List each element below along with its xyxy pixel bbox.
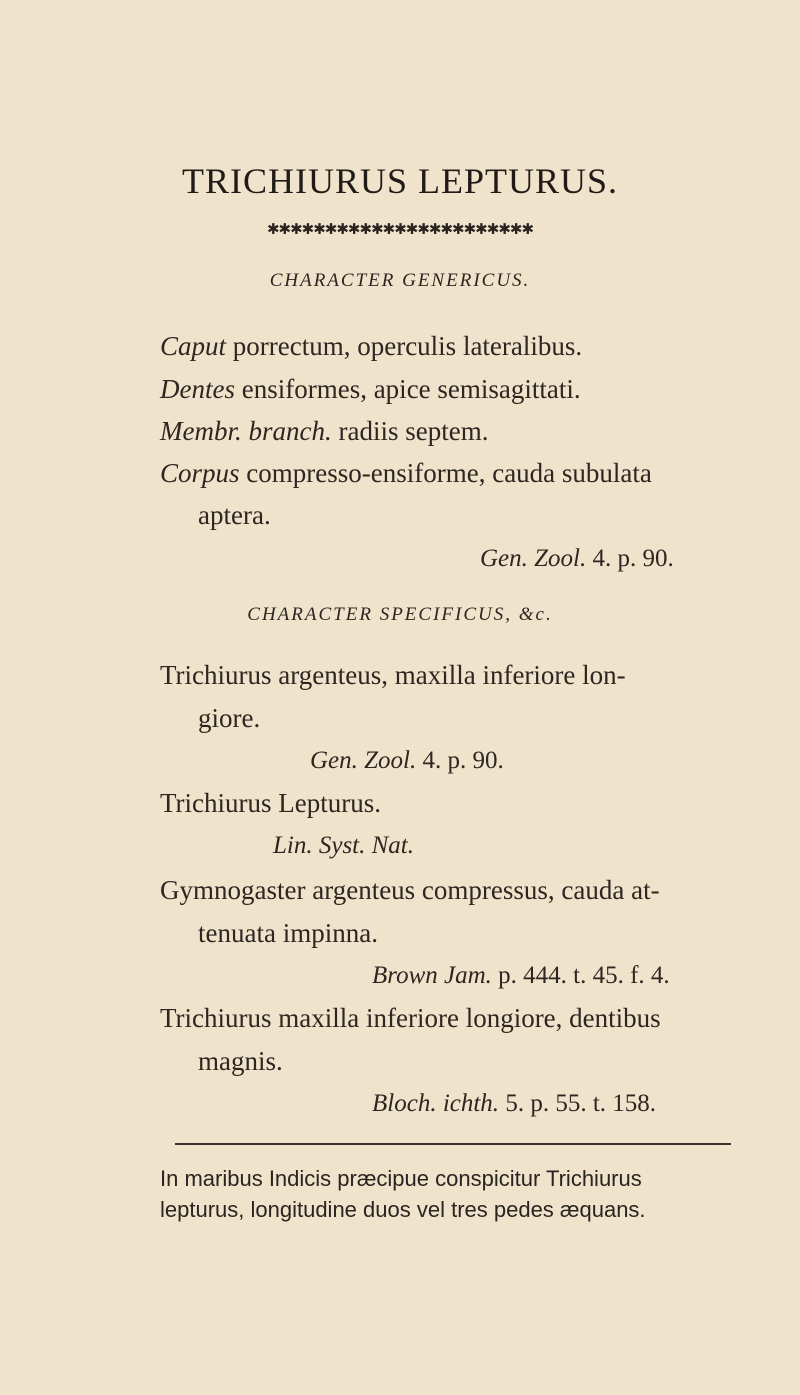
specific-entry-line: Gymnogaster argenteus compressus, cauda at- bbox=[160, 875, 660, 905]
specific-entry-reference bbox=[310, 747, 504, 775]
specific-entry-continuation: tenuata impinna. bbox=[198, 918, 378, 948]
term: Caput bbox=[160, 331, 227, 361]
generic-line-corpus bbox=[160, 458, 652, 489]
reference-detail: 5. p. 55. t. 158. bbox=[499, 1090, 657, 1117]
reference-source: Gen. Zool. bbox=[310, 747, 417, 774]
reference-source: Brown Jam. bbox=[372, 962, 492, 989]
specific-entry-line: Trichiurus argenteus, maxilla inferiore lon- bbox=[160, 660, 626, 690]
specific-entry-line: Trichiurus maxilla inferiore longiore, dentibus bbox=[160, 1003, 661, 1033]
generic-heading: CHARACTER GENERICUS. bbox=[269, 270, 531, 291]
specific-entry-continuation: giore. bbox=[198, 703, 261, 733]
reference-detail: p. 444. t. 45. f. 4. bbox=[491, 962, 670, 989]
page-title: TRICHIURUS LEPTURUS. bbox=[181, 161, 619, 201]
line-text: radiis septem. bbox=[331, 416, 489, 446]
footnote-line: lepturus, longitudine duos vel tres pedes æquans. bbox=[160, 1197, 646, 1222]
generic-reference bbox=[480, 545, 674, 573]
reference-detail: 4. p. 90. bbox=[586, 545, 674, 572]
term: Membr. branch. bbox=[160, 416, 332, 446]
line-text: porrectum, operculis lateralibus. bbox=[226, 331, 583, 361]
reference-source: Bloch. ichth. bbox=[372, 1090, 500, 1117]
specific-entry-reference bbox=[273, 832, 414, 860]
generic-line-dentes bbox=[160, 374, 581, 405]
specific-entry-reference bbox=[372, 962, 670, 990]
term: Dentes bbox=[160, 374, 235, 404]
reference-source: Gen. Zool. bbox=[480, 545, 587, 572]
line-text: compresso-ensiforme, cauda subulata bbox=[239, 458, 652, 488]
specific-entry-continuation: magnis. bbox=[198, 1046, 283, 1076]
horizontal-rule bbox=[175, 1143, 731, 1145]
star-ornament: ✱✱✱✱✱✱✱✱✱✱✱✱✱✱✱✱✱✱✱✱✱✱✱ bbox=[266, 222, 534, 238]
generic-line-membr bbox=[160, 416, 488, 447]
line-text: ensiformes, apice semisagittati. bbox=[234, 374, 581, 404]
reference-detail: 4. p. 90. bbox=[416, 747, 504, 774]
footnote-line: In maribus Indicis præcipue conspicitur Trichiurus bbox=[160, 1166, 642, 1191]
generic-continuation: aptera. bbox=[198, 500, 271, 530]
reference-source: Lin. Syst. Nat. bbox=[273, 832, 414, 859]
term: Corpus bbox=[160, 458, 240, 488]
specific-entry-reference bbox=[372, 1090, 656, 1118]
specific-heading: CHARACTER SPECIFICUS, &c. bbox=[247, 604, 553, 625]
generic-line-caput bbox=[160, 331, 582, 362]
specific-entry-line: Trichiurus Lepturus. bbox=[160, 788, 381, 818]
